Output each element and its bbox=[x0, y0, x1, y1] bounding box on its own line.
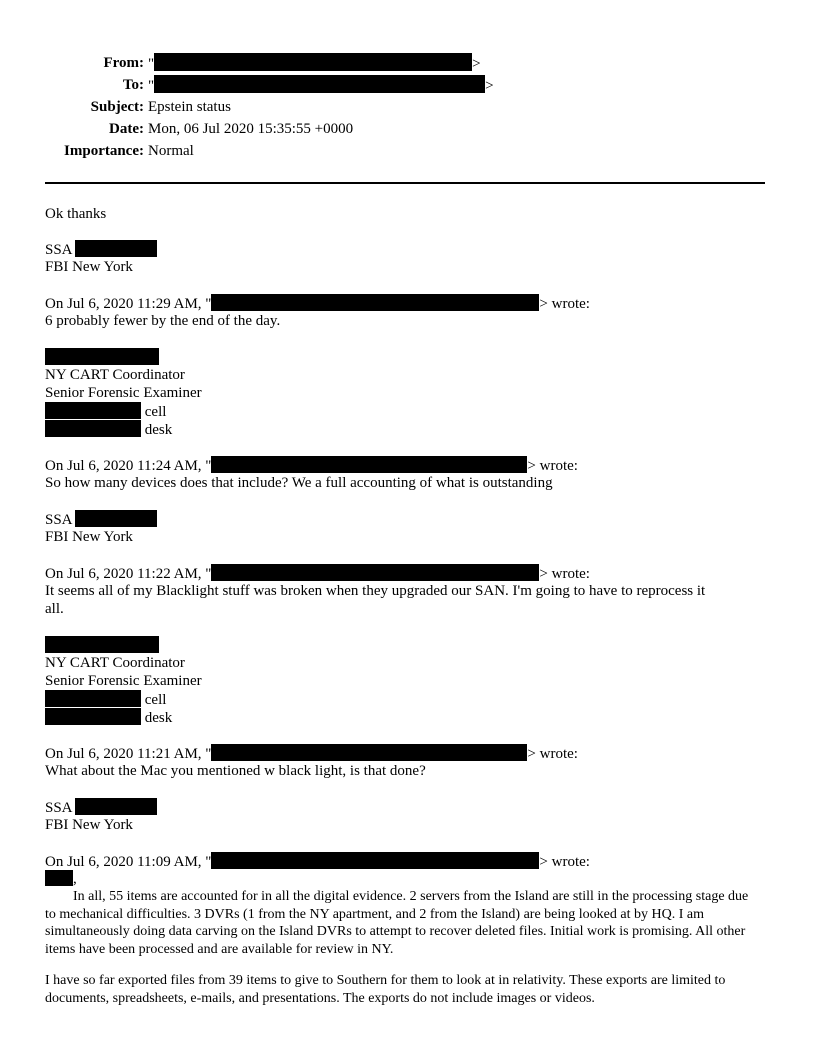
redaction-block bbox=[45, 690, 141, 707]
quote-intro bbox=[45, 564, 590, 582]
cell-label: cell bbox=[144, 692, 167, 708]
cart-role: NY CART Coordinator bbox=[45, 655, 185, 671]
quoted-text-line-1: It seems all of my Blacklight stuff was broken when they upgraded our SAN. I'm going to have to reprocess it bbox=[45, 583, 706, 599]
cart-title: Senior Forensic Examiner bbox=[45, 385, 202, 401]
header-importance-row bbox=[0, 141, 816, 161]
quote-intro bbox=[45, 852, 590, 870]
header-subject-row bbox=[0, 97, 816, 117]
evidence-status-paragraph: In all, 55 items are accounted for in all the digital evidence. 2 servers from the Island are still in the processing stage due to mechanical difficulties. 3 DVRs (1 from the NY apartment, and 2 from the Island) are being looked at by HQ. I am simultaneously doing data carving on the Island DVRs to attempt to recover deleted files. Initial work is promising. All other items have been processed and are available for review in NY. bbox=[45, 889, 749, 957]
quote-intro-prefix: On Jul 6, 2020 11:21 AM, " bbox=[45, 746, 212, 762]
quote-intro bbox=[45, 294, 590, 312]
subject-label: Subject: bbox=[90, 99, 144, 115]
quote-intro-suffix: > wrote: bbox=[539, 854, 590, 870]
from-value bbox=[148, 53, 481, 74]
quote-intro-suffix: > wrote: bbox=[527, 458, 578, 474]
date-label: Date: bbox=[109, 121, 144, 137]
cart-desk-line bbox=[45, 420, 172, 438]
to-close: > bbox=[485, 78, 494, 94]
header-date-row bbox=[0, 119, 816, 139]
quote-intro-prefix: On Jul 6, 2020 11:29 AM, " bbox=[45, 296, 212, 312]
cart-signature-name bbox=[45, 636, 159, 654]
reply-text: Ok thanks bbox=[45, 206, 107, 222]
redaction-block bbox=[45, 402, 141, 419]
redaction-block bbox=[45, 420, 141, 437]
greeting-line bbox=[45, 870, 77, 888]
ssa-office: FBI New York bbox=[45, 259, 133, 275]
header-divider bbox=[45, 182, 765, 184]
ssa-title: SSA bbox=[45, 800, 72, 816]
quoted-text: What about the Mac you mentioned w black light, is that done? bbox=[45, 763, 426, 779]
redaction-block bbox=[75, 798, 157, 815]
redaction-block bbox=[45, 348, 159, 365]
from-quote: " bbox=[148, 56, 155, 72]
greeting-comma: , bbox=[73, 871, 77, 887]
from-label: From: bbox=[103, 55, 144, 71]
quote-intro-prefix: On Jul 6, 2020 11:22 AM, " bbox=[45, 566, 212, 582]
date-value: Mon, 06 Jul 2020 15:35:55 +0000 bbox=[148, 121, 354, 137]
ssa-signature-line bbox=[45, 240, 157, 258]
header-to-row bbox=[0, 75, 816, 95]
cart-cell-line bbox=[45, 690, 166, 708]
from-close: > bbox=[472, 56, 481, 72]
to-value bbox=[148, 75, 494, 96]
quote-intro bbox=[45, 456, 578, 474]
ssa-office: FBI New York bbox=[45, 529, 133, 545]
quote-intro-prefix: On Jul 6, 2020 11:24 AM, " bbox=[45, 458, 212, 474]
cart-desk-line bbox=[45, 708, 172, 726]
header-from-row bbox=[0, 53, 816, 73]
cart-title: Senior Forensic Examiner bbox=[45, 673, 202, 689]
to-quote: " bbox=[148, 78, 155, 94]
importance-label: Importance: bbox=[64, 143, 144, 159]
redaction-block bbox=[211, 744, 527, 761]
ssa-signature-line bbox=[45, 798, 157, 816]
ssa-signature-line bbox=[45, 510, 157, 528]
redaction-block bbox=[75, 240, 157, 257]
desk-label: desk bbox=[144, 710, 173, 726]
cart-role: NY CART Coordinator bbox=[45, 367, 185, 383]
redaction-block bbox=[75, 510, 157, 527]
quoted-text-line-2: all. bbox=[45, 601, 64, 617]
quote-intro bbox=[45, 744, 578, 762]
redaction-block bbox=[45, 708, 141, 725]
quote-intro-suffix: > wrote: bbox=[539, 296, 590, 312]
to-label: To: bbox=[122, 77, 144, 93]
quoted-text: So how many devices does that include? We a full accounting of what is outstanding bbox=[45, 475, 553, 491]
cell-label: cell bbox=[144, 404, 167, 420]
ssa-title: SSA bbox=[45, 242, 72, 258]
exports-paragraph: I have so far exported files from 39 items to give to Southern for them to look at in relativity. These exports are limited to documents, spreadsheets, e-mails, and presentations. The exports do not include images or videos. bbox=[45, 973, 726, 1006]
redaction-block bbox=[211, 852, 539, 869]
quote-intro-prefix: On Jul 6, 2020 11:09 AM, " bbox=[45, 854, 212, 870]
quote-intro-suffix: > wrote: bbox=[527, 746, 578, 762]
cart-signature-name bbox=[45, 348, 159, 366]
cart-cell-line bbox=[45, 402, 166, 420]
redaction-block bbox=[154, 75, 485, 93]
redaction-block bbox=[154, 53, 472, 71]
ssa-office: FBI New York bbox=[45, 817, 133, 833]
importance-value: Normal bbox=[148, 143, 194, 159]
redaction-block bbox=[211, 294, 539, 311]
redaction-block bbox=[211, 564, 539, 581]
subject-value: Epstein status bbox=[148, 99, 231, 115]
redaction-block bbox=[45, 636, 159, 653]
desk-label: desk bbox=[144, 422, 173, 438]
redaction-block bbox=[45, 870, 73, 886]
quote-intro-suffix: > wrote: bbox=[539, 566, 590, 582]
ssa-title: SSA bbox=[45, 512, 72, 528]
quoted-text: 6 probably fewer by the end of the day. bbox=[45, 313, 281, 329]
redaction-block bbox=[211, 456, 527, 473]
